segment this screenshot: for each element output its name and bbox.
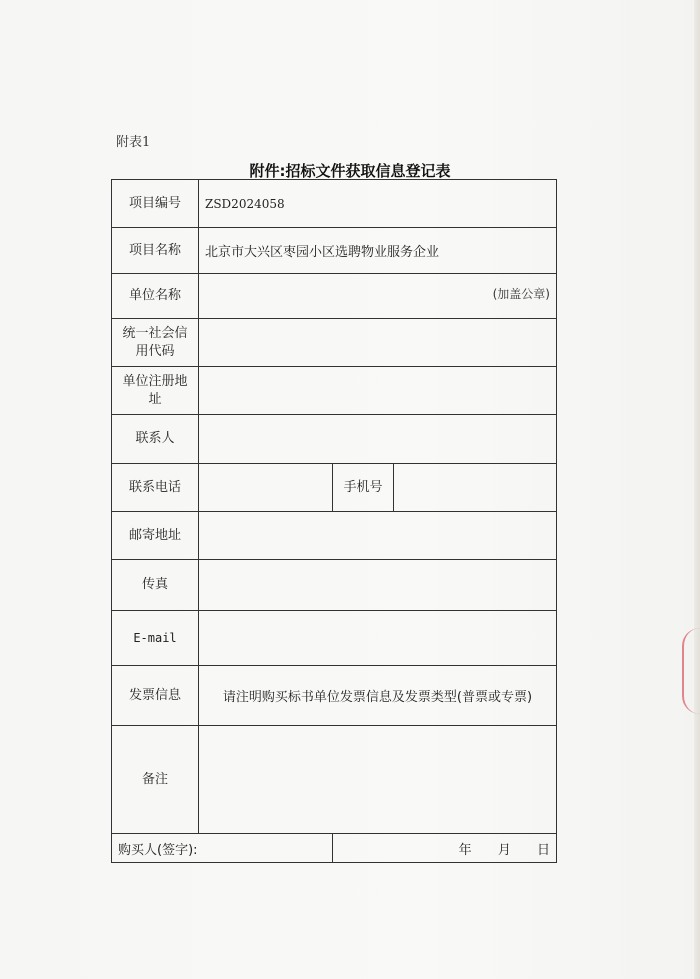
row-contact	[112, 415, 557, 464]
mobile-field[interactable]	[394, 464, 557, 512]
row-unit-name	[112, 274, 557, 319]
credit-code-label	[112, 319, 199, 367]
reg-address-field[interactable]	[199, 367, 557, 415]
year-label: 年	[458, 842, 472, 858]
email-field[interactable]	[199, 611, 557, 666]
credit-code-field[interactable]	[199, 319, 557, 367]
reg-address-label-line2: 址	[148, 391, 162, 407]
buyer-signature-field[interactable]	[112, 834, 333, 863]
seal-note: (加盖公章)	[492, 286, 550, 301]
invoice-note: 请注明购买标书单位发票信息及发票类型(普票或专票)	[199, 666, 557, 726]
mobile-label: 手机号	[333, 464, 394, 512]
page-title: 附件:招标文件获取信息登记表	[249, 162, 451, 180]
reg-address-label-line1: 单位注册地	[122, 373, 188, 389]
project-name-value: 北京市大兴区枣园小区选聘物业服务企业	[199, 228, 557, 274]
mail-address-field[interactable]	[199, 512, 557, 560]
row-project-no	[112, 180, 557, 228]
row-project-name	[112, 228, 557, 274]
row-reg-address	[112, 367, 557, 415]
row-footer	[112, 834, 557, 863]
page-edge	[694, 0, 700, 979]
row-email	[112, 611, 557, 666]
fax-label: 传真	[112, 560, 199, 611]
contact-field[interactable]	[199, 415, 557, 464]
credit-code-label-line1: 统一社会信	[122, 325, 188, 341]
date-field[interactable]	[333, 834, 557, 863]
row-remarks	[112, 726, 557, 834]
row-mail-address	[112, 512, 557, 560]
fax-field[interactable]	[199, 560, 557, 611]
unit-name-field[interactable]	[199, 274, 557, 319]
mail-address-label: 邮寄地址	[112, 512, 199, 560]
row-credit-code	[112, 319, 557, 367]
reg-address-label	[112, 367, 199, 415]
project-no-label: 项目编号	[112, 180, 199, 228]
phone-label: 联系电话	[112, 464, 199, 512]
invoice-label: 发票信息	[112, 666, 199, 726]
partial-seal-mark	[682, 628, 700, 714]
project-name-label: 项目名称	[112, 228, 199, 274]
month-label: 月	[497, 842, 511, 858]
day-label: 日	[536, 842, 550, 858]
row-fax	[112, 560, 557, 611]
remarks-label: 备注	[112, 726, 199, 834]
buyer-label: 购买人(签字):	[118, 842, 198, 858]
unit-name-label: 单位名称	[112, 274, 199, 319]
remarks-field[interactable]	[199, 726, 557, 834]
row-invoice	[112, 666, 557, 726]
row-phone	[112, 464, 557, 512]
contact-label: 联系人	[112, 415, 199, 464]
email-label: E-mail	[112, 611, 199, 666]
registration-form-table	[111, 179, 557, 863]
appendix-label: 附表1	[116, 135, 151, 150]
project-no-value: ZSD2024058	[199, 180, 557, 228]
credit-code-label-line2: 用代码	[135, 343, 175, 359]
phone-field[interactable]	[199, 464, 333, 512]
